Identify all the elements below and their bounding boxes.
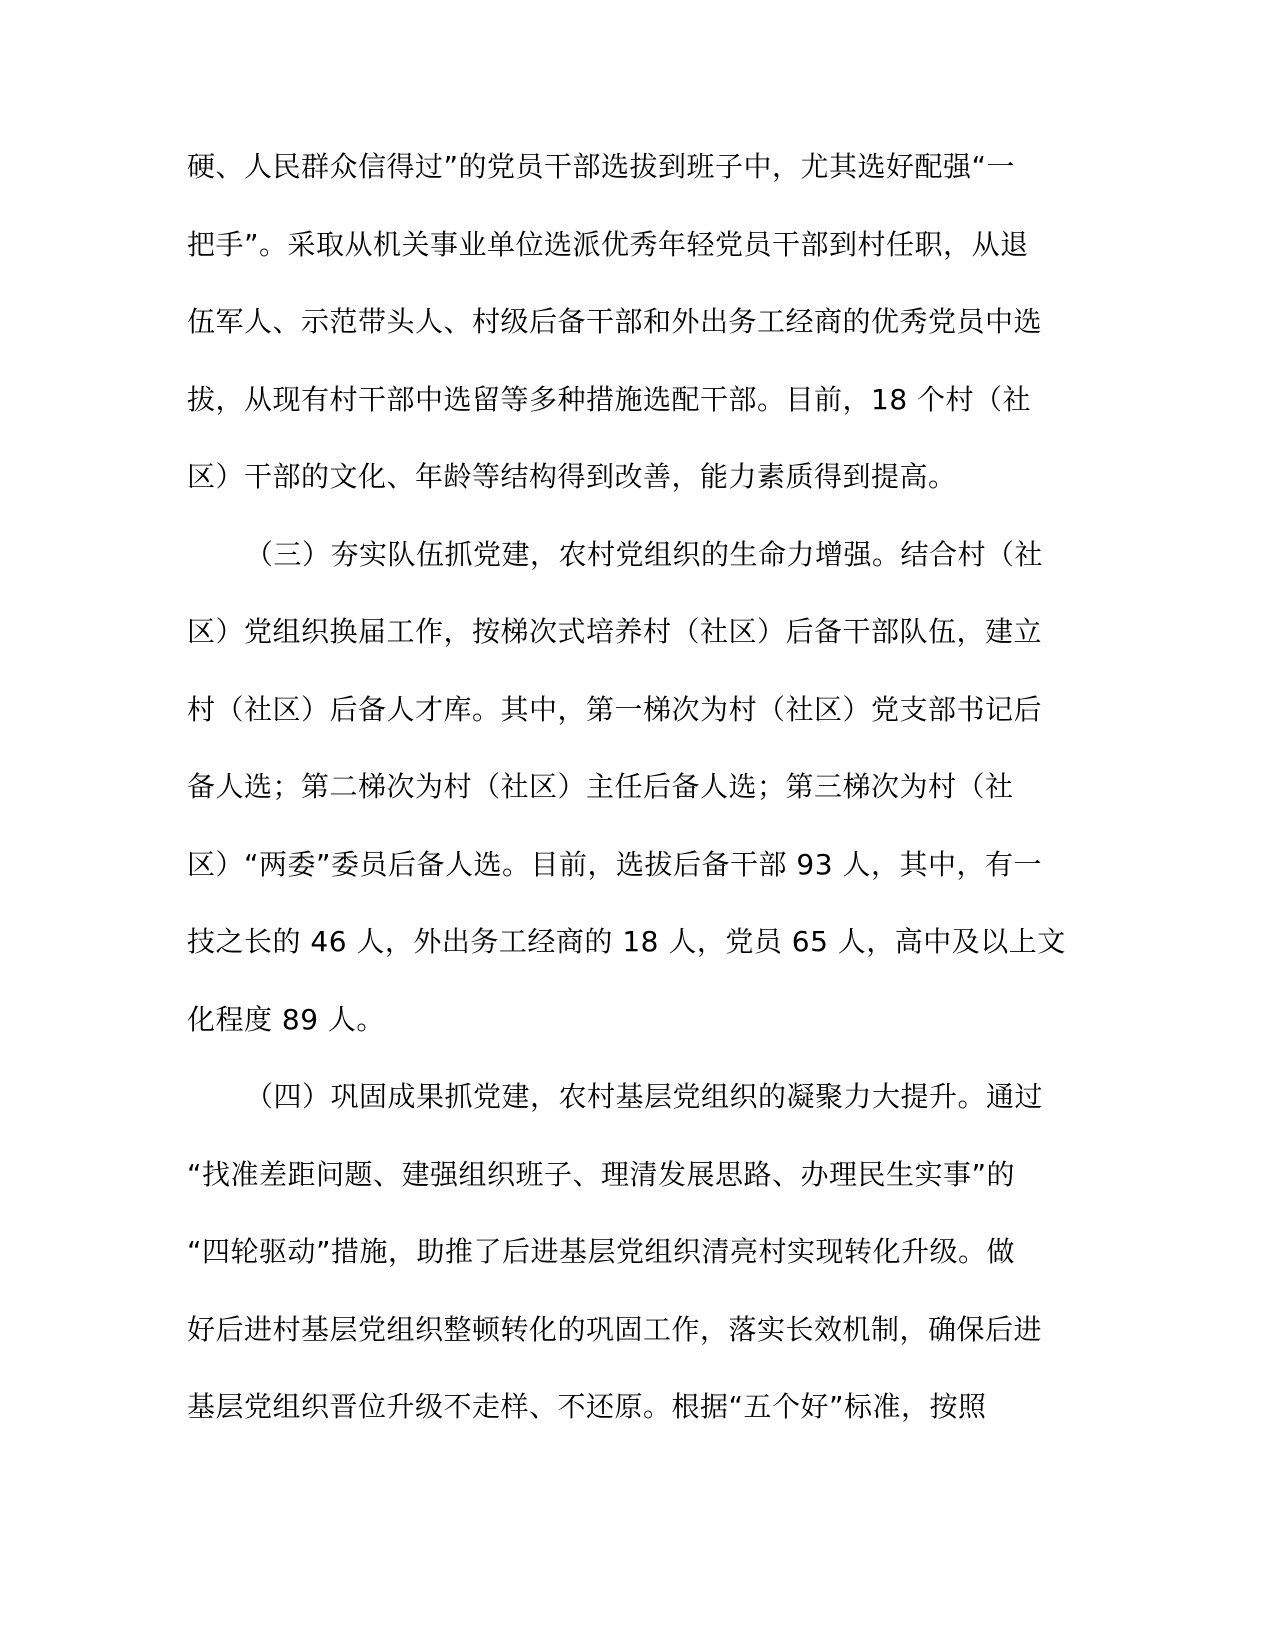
text-line: 技之长的 46 人，外出务工经商的 18 人，党员 65 人，高中及以上文 — [187, 925, 1066, 958]
body-text — [187, 144, 1087, 1462]
text-line: 区）“两委”委员后备人选。目前，选拔后备干部 93 人，其中，有一 — [187, 847, 1042, 881]
text-line: 拔，从现有村干部中选留等多种措施选配干部。目前，18 个村（社 — [187, 382, 1032, 416]
text-line: 基层党组织晋位升级不走样、不还原。根据“五个好”标准，按照 — [187, 1390, 987, 1423]
text-line: “找准差距问题、建强组织班子、理清发展思路、办理民生实事”的 — [187, 1157, 1016, 1191]
text-line: 区）干部的文化、年龄等结构得到改善，能力素质得到提高。 — [187, 460, 957, 493]
text-line: 硬、人民群众信得过”的党员干部选拔到班子中，尤其选好配强“一 — [187, 150, 1016, 183]
text-line: 好后进村基层党组织整顿转化的巩固工作，落实长效机制，确保后进 — [187, 1312, 1043, 1346]
text-line: 备人选；第二梯次为村（社区）主任后备人选；第三梯次为村（社 — [187, 770, 1014, 803]
text-line: 把手”。采取从机关事业单位选派优秀年轻党员干部到村任职，从退 — [187, 227, 1029, 261]
text-line: 区）党组织换届工作，按梯次式培养村（社区）后备干部队伍，建立 — [187, 615, 1043, 648]
section-heading-4: （四）巩固成果抓党建，农村基层党组织的凝聚力大提升。通过 — [245, 1080, 1044, 1113]
section-heading-3: （三）夯实队伍抓党建，农村党组织的生命力增强。结合村（社 — [245, 537, 1044, 571]
text-line: 化程度 89 人。 — [187, 1002, 385, 1036]
text-line: “四轮驱动”措施，助推了后进基层党组织清亮村实现转化升级。做 — [187, 1235, 1016, 1268]
text-line: 村（社区）后备人才库。其中，第一梯次为村（社区）党支部书记后 — [187, 692, 1043, 726]
text-line: 伍军人、示范带头人、村级后备干部和外出务工经商的优秀党员中选 — [187, 305, 1043, 338]
